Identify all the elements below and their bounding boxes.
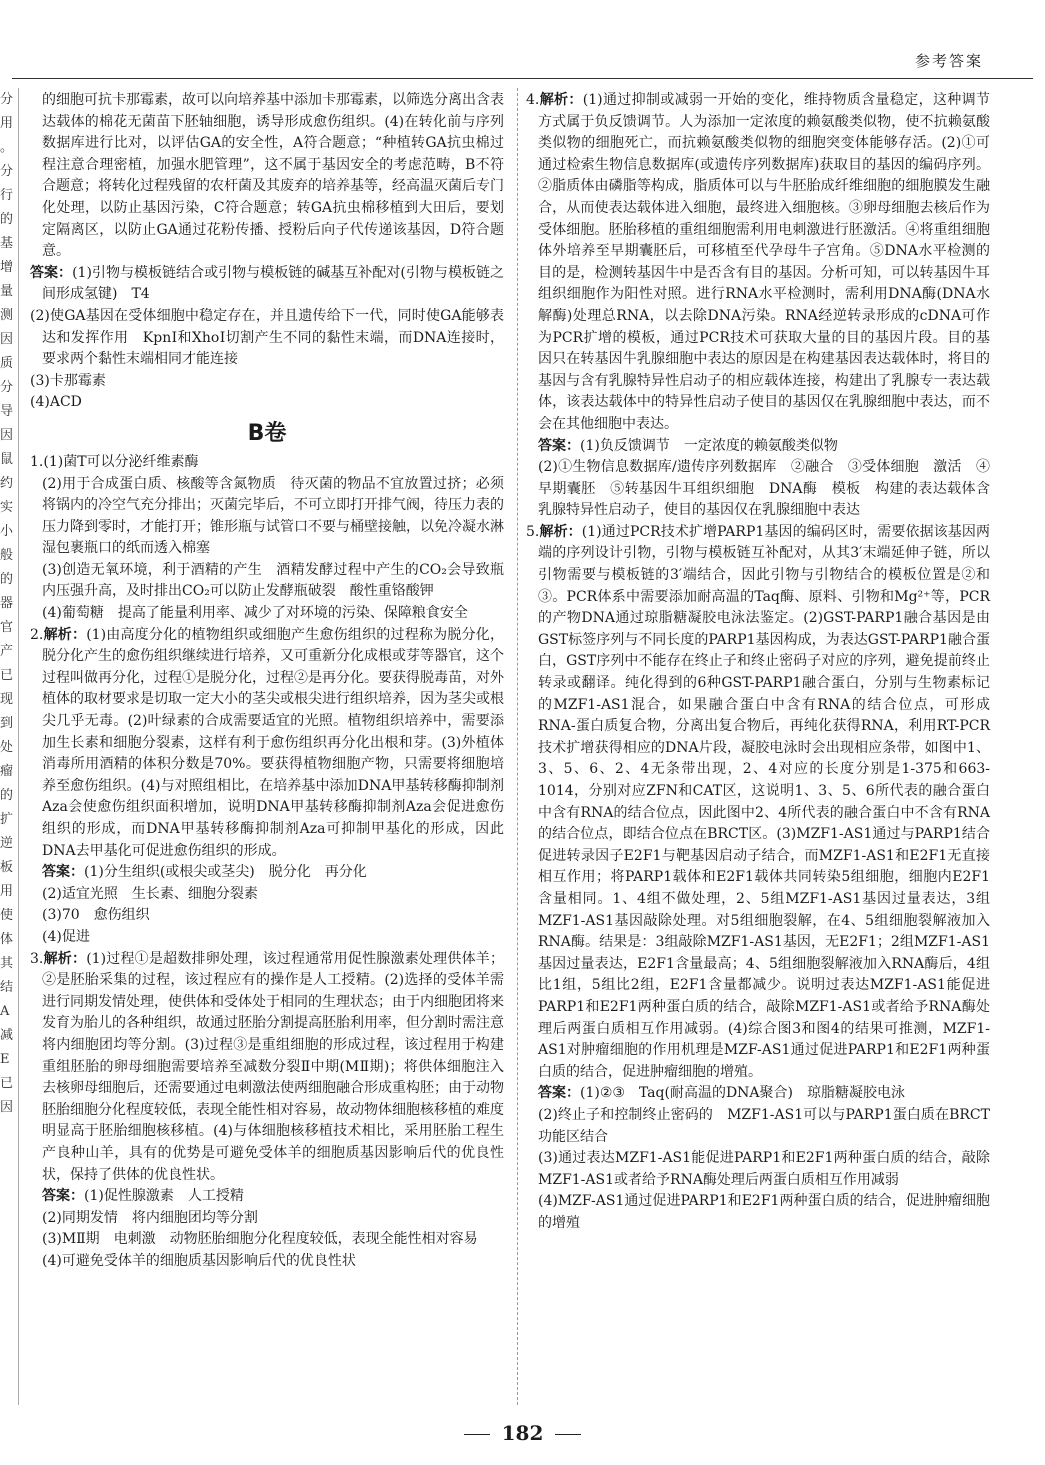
answer-paragraph (30, 625, 504, 863)
edge-char: 因 (0, 332, 14, 347)
edge-char: 扩 (0, 812, 14, 827)
answer-paragraph (30, 452, 504, 474)
paragraph-text: (4)可避免受体羊的细胞质基因影响后代的优良性状 (42, 1252, 356, 1269)
paragraph-text: (2)同期发情 将内细胞团均等分割 (42, 1209, 258, 1226)
paragraph-text: (4)ACD (30, 394, 82, 411)
paragraph-label: 答案： (538, 1085, 580, 1102)
edge-char: 减 (0, 1028, 14, 1043)
answer-paragraph (30, 884, 504, 906)
edge-char: 的 (0, 212, 14, 227)
paragraph-label: 答案： (30, 264, 73, 281)
edge-char: 行 (0, 188, 14, 203)
paragraph-text: (4)MZF-AS1通过促进PARP1和E2F1两种蛋白质的结合，促进肿瘤细胞的增殖 (538, 1193, 990, 1231)
left-column (30, 90, 504, 1272)
answer-paragraph (526, 1191, 990, 1234)
paragraph-text: (2)终止子和控制终止密码的 MZF1-AS1可以与PARP1蛋白质在BRCT功能区结合 (538, 1106, 990, 1145)
paragraph-text: (4)葡萄糖 提高了能量利用率、减少了对环境的污染、保障粮食安全 (42, 605, 468, 622)
edge-char: 质 (0, 356, 14, 371)
paragraph-text: (1)通过PCR技术扩增PARP1基因的编码区时，需要依据该基因两端的序列设计引物，引物与模板链互补配对，从其3′末端延伸子链，所以引物需要与模板链的3′端结合，因此引物与引物结合的模板位置是②和③。PCR体系中需要添加耐高温的Taq酶、原料、引物和Mg²⁺等，PCR的产物DNA通过琼脂糖凝胶电泳法鉴定。(2)GST-PARP1融合基因是由GST标签序列与不同长度的PARP1基因构成，为表达GST-PARP1融合蛋白，GST序列中不能存在终止子和终止密码子对应的序列，避免提前终止转录或翻译。纯化得到的6种GST-PARP1融合蛋白，分别与生物素标记的MZF1-AS1混合，如果融合蛋白中含有RNA的结合位点，可形成RNA-蛋白质复合物，分离出复合物后，再纯化获得RNA，利用RT-PCR技术扩增获得相应的DNA片段，凝胶电泳时会出现相应条带，如图中1、3、5、6、2、4无条带出现，2、4对应的长度分别是1-375和663-1014，分别对应ZFN和CAT区，这说明1、3、5、6所代表的融合蛋白中含有RNA的结合位点，因此图中2、4所代表的融合蛋白中不含有RNA的结合位点，即结合位点在BRCT区。(3)MZF1-AS1通过与PARP1结合促进转录因子E2F1与靶基因启动子结合，而MZF1-AS1和E2F1无直接相互作用；将PARP1载体和E2F1载体共同转染5组细胞，细胞内E2F1含量相同。1、4组不做处理，2、5组MZF1-AS1基因过量表达，3组MZF1-AS1基因敲除处理。对5组细胞裂解，在4、5组细胞裂解液加入RNA酶。结果是：3组敲除MZF1-AS1基因，无E2F1；2组MZF1-AS1基因过量表达，E2F1含量最高；4、5组细胞裂解液加入RNA酶后，4组比1组，5组比2组，E2F1含量都减少。说明过表达MZF1-AS1能促进PARP1和E2F1两种蛋白质的结合，敲除MZF1-AS1或者给予RNA酶处理后两蛋白质相互作用减弱。(4)综合图3和图4的结果可推测，MZF1-AS1对肿瘤细胞的作用机理是MZF-AS1通过促进PARP1和E2F1两种蛋白质的结合，促进肿瘤细胞的增殖。 (538, 523, 990, 1080)
answer-paragraph (526, 1148, 990, 1191)
answer-paragraph (30, 1186, 504, 1208)
page-number: 182 (501, 1421, 544, 1445)
paragraph-text: (3)卡那霉素 (30, 372, 106, 389)
answer-paragraph (30, 949, 504, 1187)
edge-char: 因 (0, 428, 14, 443)
paragraph-text: 的细胞可抗卡那霉素，故可以向培养基中添加卡那霉素，以筛选分离出含表达载体的棉花无菌苗下胚轴细胞，诱导形成愈伤组织。(4)在转化前与序列数据库进行比对，以评估GA的安全性，A符合题意；“种植转GA抗虫棉过程注意合理密植，加强水肥管理”，这不属于基因安全的考虑范畴，B不符合题意；将转化过程残留的农杆菌及其废弃的培养基等，经高温灭菌后专门化处理，以防止基因污染，C符合题意；转GA抗虫棉移植到大田后，要划定隔离区，以防止GA通过花粉传播、授粉后向子代传递该基因，D符合题意。 (42, 92, 504, 260)
header-label: 参考答案 (914, 52, 983, 70)
paragraph-text: (2)使GA基因在受体细胞中稳定存在，并且遗传给下一代，同时使GA能够表达和发挥作用 KpnⅠ和XhoⅠ切割产生不同的黏性末端，而DNA连接时，要求两个黏性末端相同才能连接 (30, 307, 504, 368)
question-number: 5. (526, 523, 540, 540)
paragraph-text: (2)①生物信息数据库/遗传序列数据库 ②融合 ③受体细胞 激活 ④早期囊胚 ⑤转基因牛耳组织细胞 DNA酶 模板 构建的表达载体含乳腺特异性启动子，使目的基因仅在乳腺细胞中表达 (538, 459, 990, 519)
edge-char: 的 (0, 788, 14, 803)
paragraph-text: (3)70 愈伤组织 (42, 907, 150, 924)
edge-char: 已 (0, 1076, 14, 1091)
edge-char: 般 (0, 548, 14, 563)
answer-paragraph (526, 1083, 990, 1105)
paragraph-text: (4)促进 (42, 928, 90, 945)
paragraph-text: (1)通过抑制或减弱一开始的变化，维持物质含量稳定，这种调节方式属于负反馈调节。人为添加一定浓度的赖氨酸类似物，使不抗赖氨酸类似物的细胞死亡，而抗赖氨酸类似物的细胞突变体能够存活。(2)①可通过检索生物信息数据库(或遗传序列数据库)获取目的基因的编码序列。②脂质体由磷脂等构成，脂质体可以与牛胚胎成纤维细胞的细胞膜发生融合，从而使表达载体进入细胞，最终进入细胞核。③卵母细胞去核后作为受体细胞。胚胎移植的重组细胞需利用电刺激进行胚激活。④将重组细胞体外培养至早期囊胚后，可移植至代孕母牛子宫角。⑤DNA水平检测的目的是，检测转基因牛中是否含有目的基因。分析可知，可以转基因牛耳组织细胞作为阳性对照。进行RNA水平检测时，需利用DNA酶(DNA水解酶)处理总RNA，以去除DNA污染。RNA经逆转录形成的cDNA可作为PCR扩增的模板，通过PCR技术可获取大量的目的基因片段。目的基因只在转基因牛乳腺细胞中表达的原因是在构建基因表达载体时，将目的基因与含有乳腺特异性启动子的相应载体连接，构建出了乳腺专一表达载体，该表达载体中的特异性启动子使目的基因仅在乳腺细胞中表达，而不会在其他细胞中表达。 (538, 92, 990, 432)
edge-char: 现 (0, 692, 14, 707)
edge-char: 已 (0, 668, 14, 683)
question-number: 3. (30, 950, 44, 967)
edge-char: 器 (0, 596, 14, 611)
edge-char: 。 (0, 140, 14, 155)
edge-char: E (0, 1052, 10, 1067)
paragraph-text: (2)适宜光照 生长素、细胞分裂素 (42, 885, 258, 902)
paragraph-text: (1)由高度分化的植物组织或细胞产生愈伤组织的过程称为脱分化，脱分化产生的愈伤组织继续进行培养，又可重新分化成根或芽等器官，这个过程叫做再分化，过程①是脱分化，过程②是再分化。要获得脱毒苗，对外植体的取材要求是切取一定大小的茎尖或根尖进行组织培养，因为茎尖或根尖几乎无毒。(2)叶绿素的合成需要适宜的光照。植物组织培养中，需要添加生长素和细胞分裂素，这样有利于愈伤组织再分化出根和芽。(3)外植体消毒所用酒精的体积分数是70%。要获得植物细胞产物，只需要将细胞培养至愈伤组织。(4)与对照组相比，在培养基中添加DNA甲基转移酶抑制剂Aza会使愈伤组织面积增加，说明DNA甲基转移酶抑制剂Aza会促进愈伤组织的形成，而DNA甲基转移酶抑制剂Aza可抑制甲基化的形成，因此DNA去甲基化可促进愈伤组织的形成。 (42, 626, 504, 859)
edge-char: 分 (0, 380, 14, 395)
answer-paragraph (526, 90, 990, 436)
edge-char: 因 (0, 1100, 14, 1115)
paragraph-label: 答案： (42, 864, 84, 881)
paragraph-text: (2)用于合成蛋白质、核酸等含氮物质 待灭菌的物品不宜放置过挤；必须将锅内的冷空气充分排出；灭菌完毕后，不可立即打开排气阀，待压力表的压力降到零时，才能打开；锥形瓶与试管口不要与桶壁接触，以免冷凝水淋湿包裹瓶口的纸而透入棉塞 (42, 475, 504, 557)
answer-paragraph (30, 263, 504, 306)
edge-char: 基 (0, 236, 14, 251)
section-heading: B卷 (247, 420, 287, 446)
answer-paragraph (526, 522, 990, 1083)
edge-char: 板 (0, 860, 14, 875)
answer-paragraph (526, 1105, 990, 1148)
header-rule (12, 78, 1033, 79)
edge-char: 到 (0, 716, 14, 731)
answer-paragraph (30, 1251, 504, 1273)
answer-paragraph (30, 603, 504, 625)
edge-char: 逆 (0, 836, 14, 851)
edge-char: 分 (0, 92, 14, 107)
edge-char: 其 (0, 956, 14, 971)
edge-char: 小 (0, 524, 14, 539)
edge-rule (18, 88, 19, 1405)
answer-paragraph (30, 905, 504, 927)
question-number: 2. (30, 626, 44, 643)
edge-char: 分 (0, 164, 14, 179)
edge-char: 产 (0, 644, 14, 659)
paragraph-text: (3)MⅡ期 电刺激 动物胚胎细胞分化程度较低，表现全能性相对容易 (42, 1231, 478, 1248)
paragraph-label: 答案： (42, 1188, 84, 1205)
paragraph-label: 答案： (538, 437, 580, 454)
paragraph-label: 解析： (539, 92, 583, 108)
edge-char: 实 (0, 500, 14, 515)
question-number: 4. (526, 92, 540, 108)
edge-char: 用 (0, 884, 14, 899)
edge-char: 鼠 (0, 452, 14, 467)
answer-paragraph (30, 474, 504, 560)
answer-paragraph (30, 1208, 504, 1230)
paragraph-label: 解析： (43, 950, 87, 967)
paragraph-text: (1)负反馈调节 一定浓度的赖氨酸类似物 (580, 437, 838, 454)
answer-paragraph (30, 371, 504, 393)
answer-paragraph (526, 436, 990, 458)
page-number-footer (0, 1421, 1045, 1445)
edge-char: 量 (0, 284, 14, 299)
paragraph-text: (3)通过表达MZF1-AS1能促进PARP1和E2F1两种蛋白质的结合，敲除MZF1-AS1或者给予RNA酶处理后两蛋白质相互作用减弱 (538, 1150, 990, 1188)
column-divider (517, 88, 518, 1405)
edge-char: 处 (0, 740, 14, 755)
edge-char: 测 (0, 308, 14, 323)
answer-paragraph (30, 1229, 504, 1251)
right-column (526, 90, 990, 1234)
edge-char: A (0, 1004, 10, 1019)
paragraph-text: 1.(1)菌T可以分泌纤维素酶 (30, 453, 199, 470)
footer-dash-right (555, 1434, 581, 1435)
answer-paragraph (30, 927, 504, 949)
answer-paragraph (30, 862, 504, 884)
paragraph-text: (1)引物与模板链结合或引物与模板链的碱基互补配对(引物与模板链之间形成氢键) T4 (42, 264, 505, 303)
paragraph-text: (1)过程①是超数排卵处理，该过程通常用促性腺激素处理供体羊；②是胚胎采集的过程，该过程应有的操作是人工授精。(2)选择的受体羊需进行同期发情处理，使供体和受体处于相同的生理状态；由于内细胞团将来发育为胎儿的各种组织，故通过胚胎分割提高胚胎利用率，但分割时需注意将内细胞团均等分割。(3)过程③是重组细胞的形成过程，该过程用于构建重组胚胎的卵母细胞需要培养至减数分裂Ⅱ中期(MⅡ期)；将供体细胞注入去核卵母细胞后，还需要通过电刺激法使两细胞融合形成重构胚；由于动物胚胎细胞分化程度较低，表现全能性相对容易，故动物体细胞核移植的难度明显高于胚胎细胞核移植。(4)与体细胞核移植技术相比，采用胚胎工程生产良种山羊，具有的优势是可避免受体羊的细胞质基因影响后代的优良性状，保持了供体的优良性状。 (42, 950, 504, 1183)
paragraph-label: 解析： (43, 626, 87, 643)
edge-char: 导 (0, 404, 14, 419)
paragraph-label: 解析： (539, 523, 582, 540)
answer-paragraph (30, 560, 504, 603)
edge-char: 瘤 (0, 764, 14, 779)
edge-char: 增 (0, 260, 14, 275)
edge-char: 用 (0, 116, 14, 131)
answer-paragraph (526, 457, 990, 522)
edge-text-strip (0, 88, 14, 1120)
edge-char: 结 (0, 980, 14, 995)
footer-dash-left (464, 1434, 490, 1435)
paragraph-text: (1)②③ Taq(耐高温的DNA聚合) 琼脂糖凝胶电泳 (580, 1085, 906, 1102)
paragraph-text: (1)分生组织(或根尖或茎尖) 脱分化 再分化 (84, 864, 367, 881)
paragraph-text: (3)创造无氧环境，利于酒精的产生 酒精发酵过程中产生的CO₂会导致瓶内压强升高，及时排出CO₂可以防止发酵瓶破裂 酸性重铬酸钾 (42, 561, 504, 600)
edge-char: 的 (0, 572, 14, 587)
edge-char: 官 (0, 620, 14, 635)
edge-char: 约 (0, 476, 14, 491)
edge-char: 体 (0, 932, 14, 947)
answer-paragraph (30, 90, 504, 263)
answer-paragraph (30, 306, 504, 371)
edge-char: 使 (0, 908, 14, 923)
paragraph-text: (1)促性腺激素 人工授精 (84, 1188, 244, 1205)
answer-paragraph (30, 392, 504, 414)
